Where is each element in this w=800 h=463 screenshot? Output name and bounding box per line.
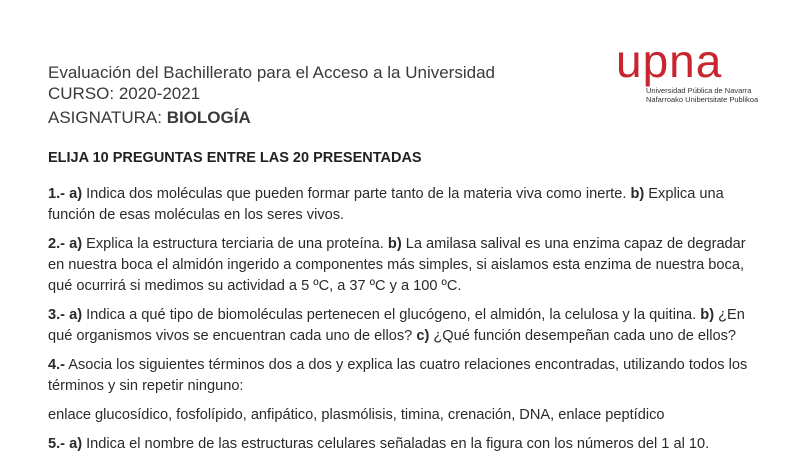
question-5	[48, 434, 760, 455]
part-label: a)	[69, 186, 83, 202]
subject-label: ASIGNATURA:	[48, 108, 167, 127]
part-text: Explica una función de esas moléculas en los seres vivos.	[48, 186, 724, 223]
question-number: 1.-	[48, 186, 66, 202]
course-year: CURSO: 2020-2021	[48, 84, 201, 103]
part-text: Indica el nombre de las estructuras celulares señaladas en la figura con los números del 1 al 10.	[82, 436, 710, 452]
part-text: Explica la estructura terciaria de una proteína.	[82, 236, 388, 252]
upna-logo	[616, 35, 766, 104]
question-2	[48, 234, 760, 297]
exam-header	[48, 62, 495, 128]
question-1	[48, 184, 760, 226]
logo-university-es: Universidad Pública de Navarra	[646, 86, 752, 95]
question-number: 5.-	[48, 436, 66, 452]
question-number: 3.-	[48, 307, 66, 323]
part-text: Indica dos moléculas que pueden formar parte tanto de la materia viva como inerte.	[82, 186, 631, 202]
question-3	[48, 305, 760, 347]
part-label: b)	[387, 236, 402, 252]
question-text: Asocia los siguientes términos dos a dos y explica las cuatro relaciones encontradas, utilizando todos los términos y sin repetir ninguno:	[48, 357, 748, 394]
question-number: 2.-	[48, 236, 66, 252]
question-4-terms: enlace glucosídico, fosfolípido, anfipático, plasmólisis, timina, crenación, DNA, enlace peptídico	[48, 407, 665, 423]
instructions: ELIJA 10 PREGUNTAS ENTRE LAS 20 PRESENTADAS	[48, 150, 422, 166]
question-number: 4.-	[48, 357, 66, 373]
part-text: ¿Qué función desempeñan cada uno de ellos?	[429, 328, 736, 344]
logo-university-eu: Nafarroako Unibertsitate Publikoa	[646, 95, 759, 104]
subject-line	[48, 107, 495, 128]
question-4	[48, 355, 760, 397]
part-label: a)	[69, 236, 83, 252]
part-label: b)	[700, 307, 715, 323]
part-text: La amilasa salival es una enzima capaz de degradar en nuestra boca el almidón ingerido a componentes más simples, si aislamos esta enzima de nuestra boca, qué ocurrirá si medimos su actividad a 5 ºC, a 37 ºC y a 100 ºC.	[48, 236, 746, 294]
part-text: ¿En qué organismos vivos se encuentran cada uno de ellos?	[48, 307, 745, 344]
part-text: Indica a qué tipo de biomoléculas pertenecen el glucógeno, el almidón, la celulosa y la quitina.	[82, 307, 701, 323]
subject-value: BIOLOGÍA	[166, 108, 251, 127]
part-label: b)	[630, 186, 645, 202]
question-list	[48, 184, 760, 463]
logo-wordmark: upna	[616, 35, 723, 87]
exam-title: Evaluación del Bachillerato para el Acceso a la Universidad	[48, 63, 495, 82]
part-label: a)	[69, 436, 83, 452]
part-label: c)	[416, 328, 430, 344]
part-label: a)	[69, 307, 83, 323]
